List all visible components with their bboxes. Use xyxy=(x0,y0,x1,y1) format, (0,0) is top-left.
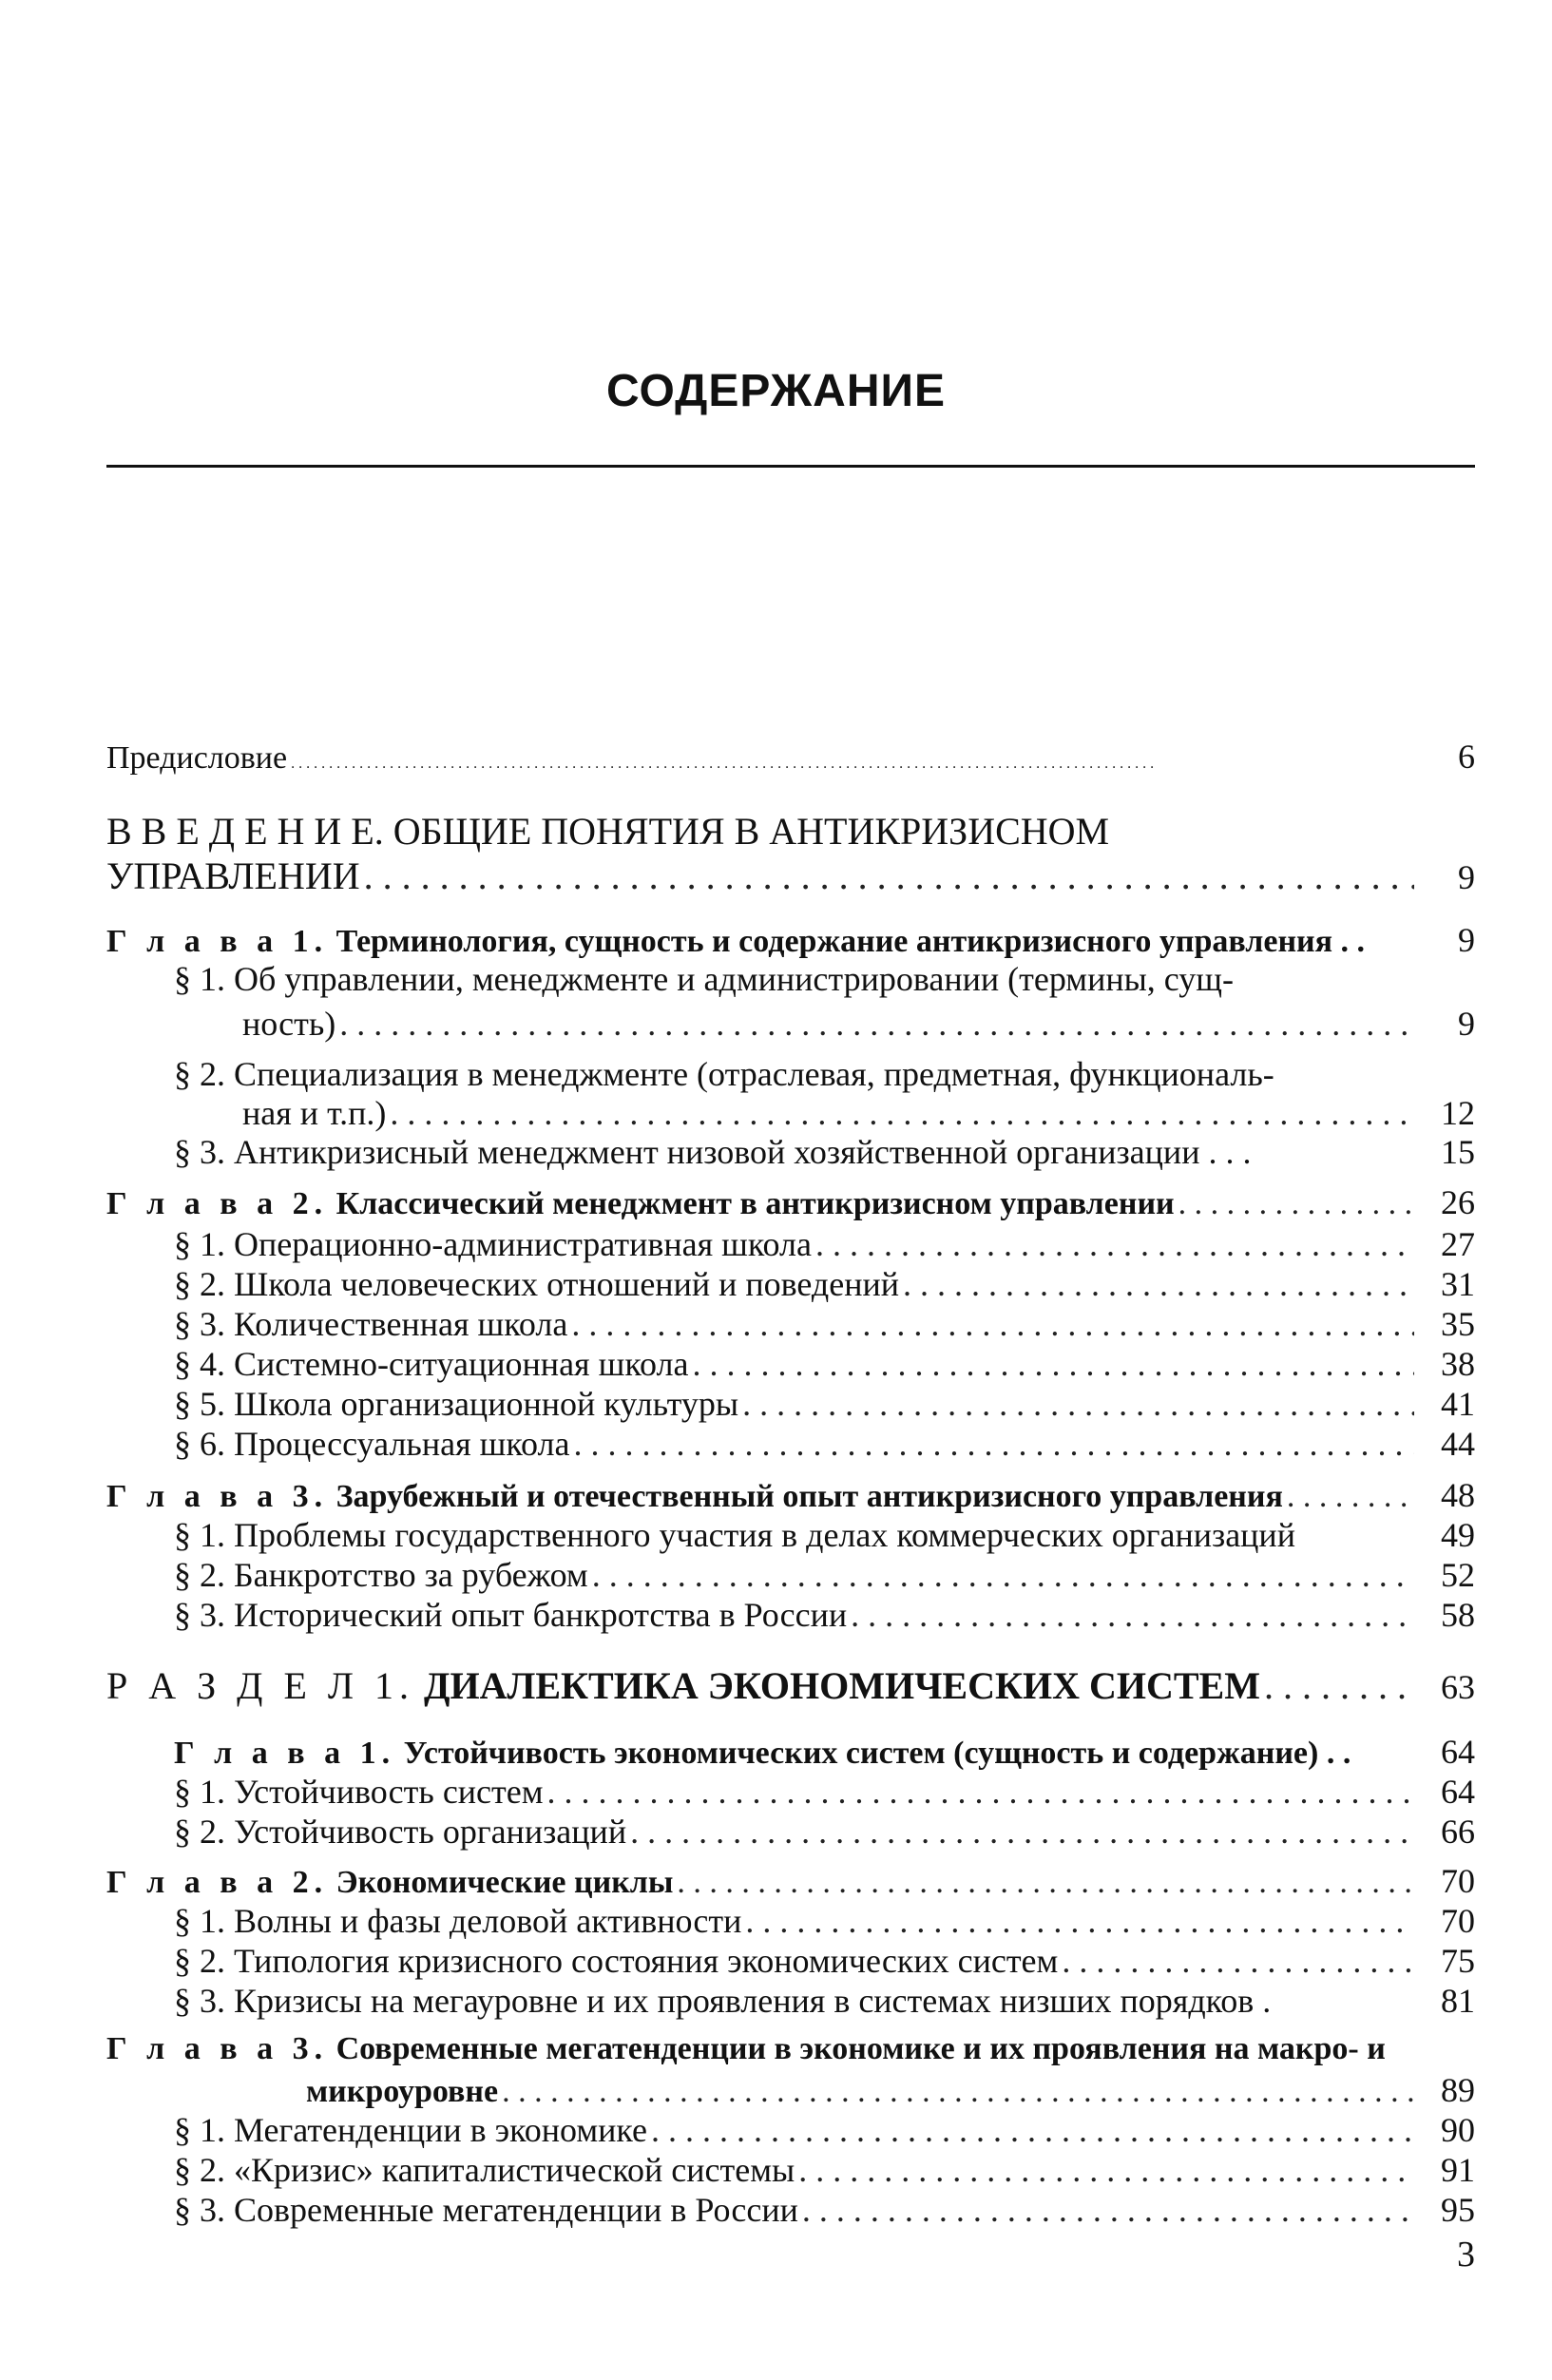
toc-entry-introduction[interactable] xyxy=(106,854,1475,897)
toc-entry-section[interactable] xyxy=(174,1384,1475,1422)
toc-entry-section[interactable] xyxy=(242,1093,1475,1131)
toc-entry-prefix: Г л а в а 3. xyxy=(106,1479,329,1514)
toc-page-number: 44 xyxy=(1441,1425,1475,1463)
toc-entry-label: Зарубежный и отечественный опыт антикризисного управления xyxy=(335,1479,1283,1514)
toc-page-number: 70 xyxy=(1441,1862,1475,1900)
toc-entry-section[interactable] xyxy=(174,1424,1475,1462)
toc-page-number: 90 xyxy=(1441,2111,1475,2149)
toc-entry-prefix: Г л а в а 2. xyxy=(106,1186,329,1221)
toc-entry-section[interactable] xyxy=(174,1515,1475,1553)
toc-entry-label: ность) xyxy=(242,1005,336,1043)
toc-page-number: 81 xyxy=(1441,1982,1475,2020)
toc-entry-label: § 1. Мегатенденции в экономике xyxy=(174,2111,647,2149)
toc-leader xyxy=(651,2110,1414,2150)
toc-entry-label: § 3. Современные мегатенденции в России xyxy=(174,2191,798,2229)
toc-leader xyxy=(1287,1479,1414,1515)
toc-page-number: 63 xyxy=(1441,1668,1475,1706)
toc-entry-label: § 1. Проблемы государственного участия в делах коммерческих организаций xyxy=(174,1516,1295,1554)
toc-entry-label: Предисловие xyxy=(106,740,288,776)
toc-entry-label: § 3. Антикризисный менеджмент низовой хозяйственной организации . . . xyxy=(174,1133,1252,1171)
toc-entry-introduction-line1[interactable] xyxy=(106,810,1110,853)
page-title: СОДЕРЖАНИЕ xyxy=(606,366,946,416)
toc-leader xyxy=(592,1555,1414,1595)
toc-entry-label: § 2. Устойчивость организаций xyxy=(174,1813,627,1851)
toc-entry-label: Классический менеджмент в антикризисном управлении xyxy=(335,1186,1175,1221)
toc-entry-section-line1[interactable]: § 2. Специализация в менеджменте (отраслевая, предметная, функциональ- xyxy=(174,1055,1274,1093)
toc-entry-label: Современные мегатенденции в экономике и их проявления на макро- и xyxy=(335,2031,1386,2066)
toc-entry-section[interactable] xyxy=(174,1132,1475,1170)
toc-entry-label: § 2. Типология кризисного состояния экономических систем xyxy=(174,1942,1059,1980)
toc-entry-label: § 1. Волны и фазы деловой активности xyxy=(174,1902,742,1940)
toc-page-number: 95 xyxy=(1441,2191,1475,2229)
toc-leader xyxy=(798,2150,1414,2190)
toc-entry-section[interactable] xyxy=(174,1555,1475,1593)
toc-entry-preface[interactable] xyxy=(106,737,1475,775)
toc-page-number: 58 xyxy=(1441,1596,1475,1634)
toc-entry-chapter[interactable] xyxy=(106,1475,1475,1513)
toc-page-number: 64 xyxy=(1441,1773,1475,1811)
toc-entry-label: Устойчивость экономических систем (сущность и содержание) . . xyxy=(403,1736,1351,1771)
toc-entry-section[interactable] xyxy=(174,1304,1475,1342)
toc-entry-section[interactable] xyxy=(174,1595,1475,1633)
toc-entry-label: § 3. Количественная школа xyxy=(174,1305,568,1343)
toc-page-number: 66 xyxy=(1441,1813,1475,1851)
toc-entry-part[interactable] xyxy=(106,1663,1475,1707)
toc-leader xyxy=(630,1812,1414,1852)
toc-entry-section[interactable] xyxy=(174,1941,1475,1979)
toc-entry-label: § 2. Банкротство за рубежом xyxy=(174,1556,588,1594)
toc-page-number: 70 xyxy=(1441,1902,1475,1940)
toc-page-number: 9 xyxy=(1458,858,1475,896)
toc-page-number: 48 xyxy=(1441,1476,1475,1514)
toc-page-number: 9 xyxy=(1458,921,1475,959)
toc-entry-section-line1[interactable]: § 1. Об управлении, менеджменте и администрировании (термины, сущ- xyxy=(174,960,1234,998)
toc-page-number: 12 xyxy=(1441,1094,1475,1132)
toc-page-number: 49 xyxy=(1441,1516,1475,1554)
toc-leader xyxy=(1264,1663,1414,1708)
toc-leader xyxy=(364,854,1414,898)
toc-leader xyxy=(802,2190,1414,2230)
toc-entry-prefix: Г л а в а 1. xyxy=(174,1736,396,1771)
toc-entry-section[interactable] xyxy=(174,2190,1475,2228)
toc-entry-section[interactable] xyxy=(174,1772,1475,1810)
toc-leader xyxy=(502,2074,1414,2110)
toc-leader xyxy=(692,1344,1414,1384)
toc-entry-label: § 5. Школа организационной культуры xyxy=(174,1385,739,1423)
toc-page-number: 75 xyxy=(1441,1942,1475,1980)
toc-page-number: 27 xyxy=(1441,1225,1475,1263)
toc-entry-section[interactable] xyxy=(174,1264,1475,1302)
toc-entry-chapter[interactable] xyxy=(174,1732,1475,1770)
toc-page-number: 52 xyxy=(1441,1556,1475,1594)
toc-page-number: 91 xyxy=(1441,2151,1475,2189)
toc-entry-label: микроуровне xyxy=(306,2074,499,2109)
toc-entry-prefix: Р А З Д Е Л 1. xyxy=(106,1664,415,1707)
toc-leader xyxy=(1062,1941,1414,1981)
toc-entry-label: § 2. «Кризис» капиталистической системы xyxy=(174,2151,795,2189)
toc-entry-label: ная и т.п.) xyxy=(242,1094,387,1132)
toc-entry-prefix: В В Е Д Е Н И Е. xyxy=(106,810,384,853)
toc-leader xyxy=(573,1424,1414,1464)
page-number: 3 xyxy=(1457,2235,1475,2274)
title-divider xyxy=(106,465,1475,468)
toc-leader xyxy=(742,1384,1414,1424)
toc-leader xyxy=(677,1865,1414,1901)
toc-entry-section[interactable] xyxy=(174,2110,1475,2148)
toc-leader xyxy=(390,1093,1414,1133)
toc-leader xyxy=(571,1304,1414,1344)
toc-leader xyxy=(851,1595,1414,1635)
toc-page-number: 35 xyxy=(1441,1305,1475,1343)
toc-entry-chapter[interactable] xyxy=(106,920,1475,958)
toc-entry-label: ДИАЛЕКТИКА ЭКОНОМИЧЕСКИХ СИСТЕМ xyxy=(424,1664,1260,1707)
toc-entry-prefix: Г л а в а 2. xyxy=(106,1865,329,1900)
toc-entry-prefix: Г л а в а 1. xyxy=(106,924,329,959)
toc-entry-label: § 4. Системно-ситуационная школа xyxy=(174,1345,689,1383)
toc-entry-section[interactable] xyxy=(174,2150,1475,2188)
toc-page-number: 64 xyxy=(1441,1733,1475,1771)
toc-leader xyxy=(339,1004,1414,1044)
toc-entry-chapter[interactable] xyxy=(306,2070,1475,2108)
toc-leader xyxy=(745,1901,1414,1941)
toc-page-number: 15 xyxy=(1441,1133,1475,1171)
toc-leader xyxy=(547,1772,1414,1812)
toc-entry-chapter[interactable] xyxy=(106,1182,1475,1220)
toc-entry-section[interactable] xyxy=(174,1812,1475,1850)
toc-page-number: 31 xyxy=(1441,1265,1475,1303)
toc-leader xyxy=(815,1224,1414,1264)
toc-page-number: 6 xyxy=(1458,738,1475,776)
toc-entry-chapter[interactable] xyxy=(106,1861,1475,1899)
toc-entry-label: ОБЩИЕ ПОНЯТИЯ В АНТИКРИЗИСНОМ xyxy=(393,810,1110,853)
toc-entry-label: § 6. Процессуальная школа xyxy=(174,1425,570,1463)
toc-entry-prefix: Г л а в а 3. xyxy=(106,2031,329,2066)
toc-entry-section[interactable] xyxy=(174,1981,1475,2019)
toc-entry-label: § 2. Школа человеческих отношений и поведений xyxy=(174,1265,900,1303)
toc-entry-label: УПРАВЛЕНИИ xyxy=(106,854,360,897)
toc-entry-section[interactable] xyxy=(174,1224,1475,1262)
toc-entry-label: § 3. Исторический опыт банкротства в России xyxy=(174,1596,848,1634)
toc-entry-label: § 1. Операционно-административная школа xyxy=(174,1225,812,1263)
toc-entry-label: Терминология, сущность и содержание антикризисного управления . . xyxy=(335,924,1366,959)
toc-page-number: 89 xyxy=(1441,2071,1475,2109)
toc-entry-label: § 1. Устойчивость систем xyxy=(174,1773,544,1811)
toc-leader xyxy=(903,1264,1414,1304)
toc-entry-section[interactable] xyxy=(242,1004,1475,1042)
toc-page-number: 38 xyxy=(1441,1345,1475,1383)
toc-leader xyxy=(1178,1186,1414,1222)
toc-leader xyxy=(291,756,1414,773)
toc-page-number: 26 xyxy=(1441,1183,1475,1221)
toc-entry-label: Экономические циклы xyxy=(335,1865,674,1900)
toc-entry-label: § 3. Кризисы на мегауровне и их проявления в системах низших порядков . xyxy=(174,1982,1272,2020)
toc-entry-chapter-line1[interactable] xyxy=(106,2030,1386,2068)
toc-page-number: 41 xyxy=(1441,1385,1475,1423)
toc-entry-section[interactable] xyxy=(174,1344,1475,1382)
toc-page-number: 9 xyxy=(1458,1005,1475,1043)
toc-entry-section[interactable] xyxy=(174,1901,1475,1939)
